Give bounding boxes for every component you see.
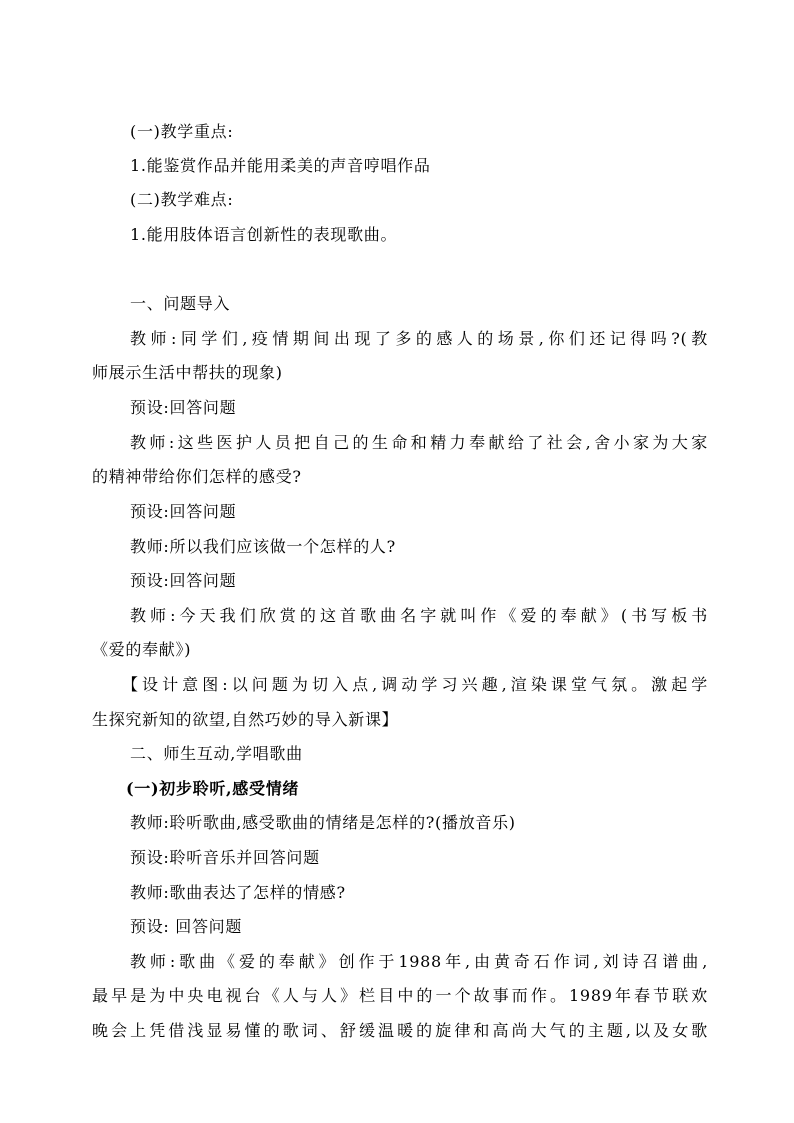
paragraph-line: 预设:回答问题 xyxy=(130,571,237,590)
paragraph-line: 教师:今天我们欣赏的这首歌曲名字就叫作《爱的奉献》(书写板书 xyxy=(130,606,708,625)
paragraph-line: 最早是为中央电视台《人与人》栏目中的一个故事而作。1989年春节联欢 xyxy=(92,986,708,1005)
paragraph-line: 师展示生活中帮扶的现象) xyxy=(92,363,283,382)
paragraph-line: 的精神带给你们怎样的感受? xyxy=(92,467,302,486)
paragraph-line: 教师:聆听歌曲,感受歌曲的情绪是怎样的?(播放音乐) xyxy=(130,813,516,832)
subsection-heading: (一)初步聆听,感受情绪 xyxy=(126,779,300,798)
paragraph-line: 教师:所以我们应该做一个怎样的人? xyxy=(130,537,396,556)
section-heading-interaction: 二、师生互动,学唱歌曲 xyxy=(130,744,303,763)
paragraph-line: 《爱的奉献》) xyxy=(92,640,192,659)
paragraph-line: 教师:同学们,疫情期间出现了多的感人的场景,你们还记得吗?(教 xyxy=(130,329,708,348)
paragraph-line: 预设:回答问题 xyxy=(130,502,237,521)
design-intent-line: 【设计意图:以问题为切入点,调动学习兴趣,渲染课堂气氛。激起学 xyxy=(122,675,708,694)
difficult-points-heading: (二)教学难点: xyxy=(130,190,234,209)
key-points-item: 1.能鉴赏作品并能用柔美的声音哼唱作品 xyxy=(130,156,431,175)
paragraph-line: 预设:聆听音乐并回答问题 xyxy=(130,848,320,867)
difficult-points-item: 1.能用肢体语言创新性的表现歌曲。 xyxy=(130,225,398,244)
paragraph-line: 预设:回答问题 xyxy=(130,398,237,417)
paragraph-line: 教师:歌曲《爱的奉献》创作于1988年,由黄奇石作词,刘诗召谱曲, xyxy=(130,952,708,971)
design-intent-line: 生探究新知的欲望,自然巧妙的导入新课】 xyxy=(92,710,399,729)
paragraph-line: 教师:这些医护人员把自己的生命和精力奉献给了社会,舍小家为大家 xyxy=(130,433,708,452)
section-heading-intro: 一、问题导入 xyxy=(130,294,231,313)
paragraph-line: 预设: 回答问题 xyxy=(130,917,243,936)
paragraph-line: 教师:歌曲表达了怎样的情感? xyxy=(130,883,346,902)
paragraph-line: 晚会上凭借浅显易懂的歌词、舒缓温暖的旋律和高尚大气的主题,以及女歌 xyxy=(92,1021,708,1040)
key-points-heading: (一)教学重点: xyxy=(130,122,234,141)
